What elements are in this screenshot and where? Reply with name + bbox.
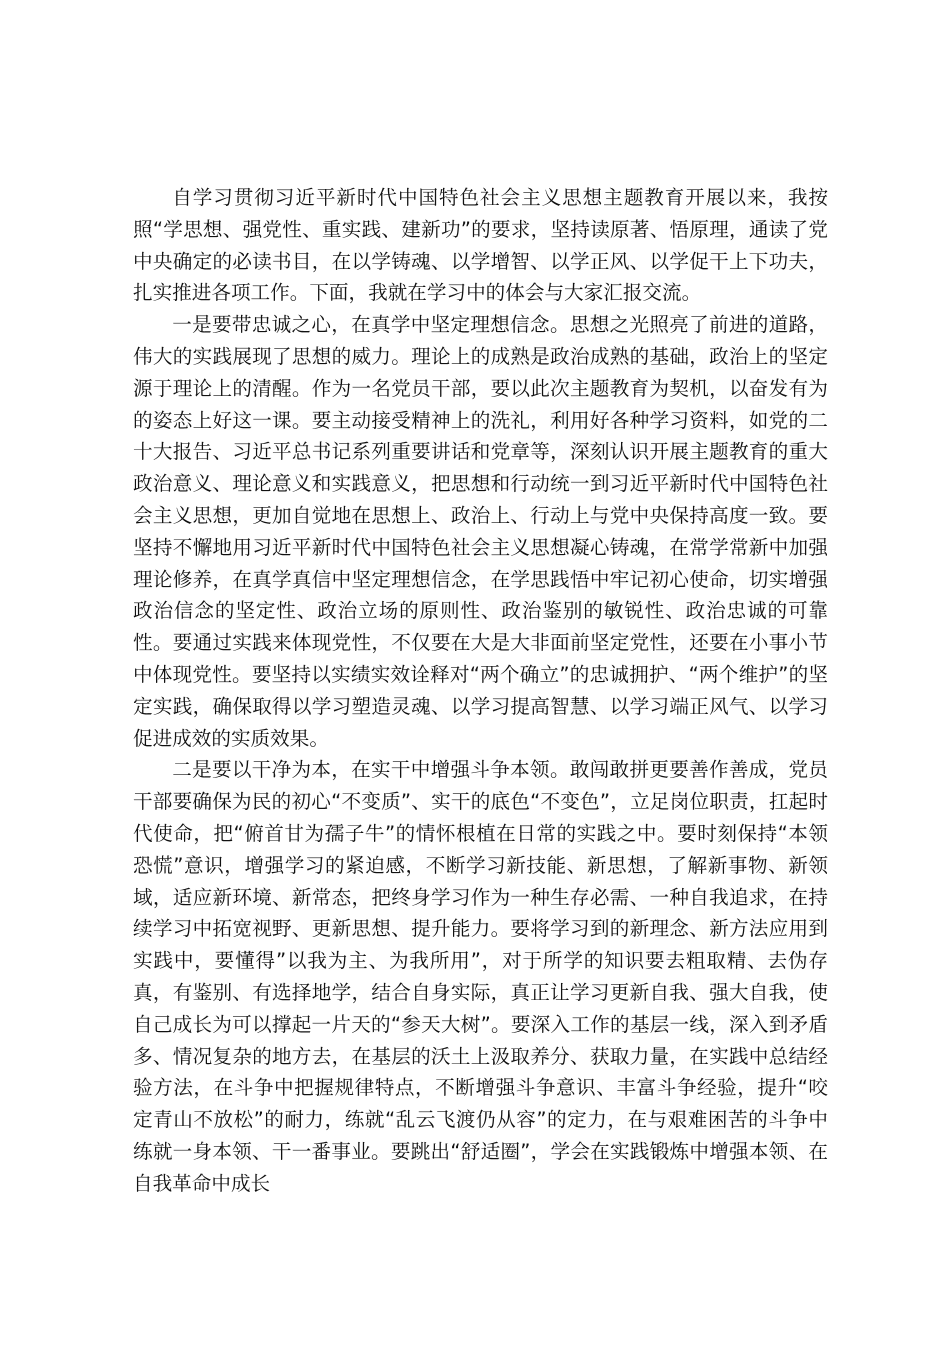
document-body — [133, 182, 828, 1200]
paragraph-point-two: 二是要以干净为本，在实干中增强斗争本领。敢闯敢拼更要善作善成，党员干部要确保为民的初心“不变质”、实干的底色“不变色”，立足岗位职责，扛起时代使命，把“俯首甘为孺子牛”的情怀根植在日常的实践之中。要时刻保持“本领恐慌”意识，增强学习的紧迫感，不断学习新技能、新思想，了解新事物、新领域，适应新环境、新常态，把终身学习作为一种生存必需、一种自我追求，在持续学习中拓宽视野、更新思想、提升能力。要将学习到的新理念、新方法应用到实践中，要懂得”以我为主、为我所用”，对于所学的知识要去粗取精、去伪存真，有鉴别、有选择地学，结合自身实际，真正让学习更新自我、强大自我，使自己成长为可以撑起一片天的“参天大树”。要深入工作的基层一线，深入到矛盾多、情况复杂的地方去，在基层的沃土上汲取养分、获取力量，在实践中总结经验方法，在斗争中把握规律特点，不断增强斗争意识、丰富斗争经验，提升“咬定青山不放松”的耐力，练就“乱云飞渡仍从容”的定力，在与艰难困苦的斗争中练就一身本领、干一番事业。要跳出“舒适圈”，学会在实践锻炼中增强本领、在自我革命中成长 — [133, 758, 828, 1195]
paragraph-intro: 自学习贯彻习近平新时代中国特色社会主义思想主题教育开展以来，我按照“学思想、强党性、重实践、建新功”的要求，坚持读原著、悟原理，通读了党中央确定的必读书目，在以学铸魂、以学增智、以学正风、以学促干上下功夫，扎实推进各项工作。下面，我就在学习中的体会与大家汇报交流。 — [133, 186, 828, 305]
paragraph-point-one: 一是要带忠诚之心，在真学中坚定理想信念。思想之光照亮了前进的道路，伟大的实践展现了思想的威力。理论上的成熟是政治成熟的基础，政治上的坚定源于理论上的清醒。作为一名党员干部，要以此次主题教育为契机，以奋发有为的姿态上好这一课。要主动接受精神上的洗礼，利用好各种学习资料，如党的二十大报告、习近平总书记系列重要讲话和党章等，深刻认识开展主题教育的重大政治意义、理论意义和实践意义，把思想和行动统一到习近平新时代中国特色社会主义思想，更加自觉地在思想上、政治上、行动上与党中央保持高度一致。要坚持不懈地用习近平新时代中国特色社会主义思想凝心铸魂，在常学常新中加强理论修养，在真学真信中坚定理想信念，在学思践悟中牢记初心使命，切实增强政治信念的坚定性、政治立场的原则性、政治鉴别的敏锐性、政治忠诚的可靠性。要通过实践来体现党性，不仅要在大是大非面前坚定党性，还要在小事小节中体现党性。要坚持以实绩实效诠释对“两个确立”的忠诚拥护、“两个维护”的坚定实践，确保取得以学习塑造灵魂、以学习提高智慧、以学习端正风气、以学习促进成效的实质效果。 — [133, 313, 828, 750]
